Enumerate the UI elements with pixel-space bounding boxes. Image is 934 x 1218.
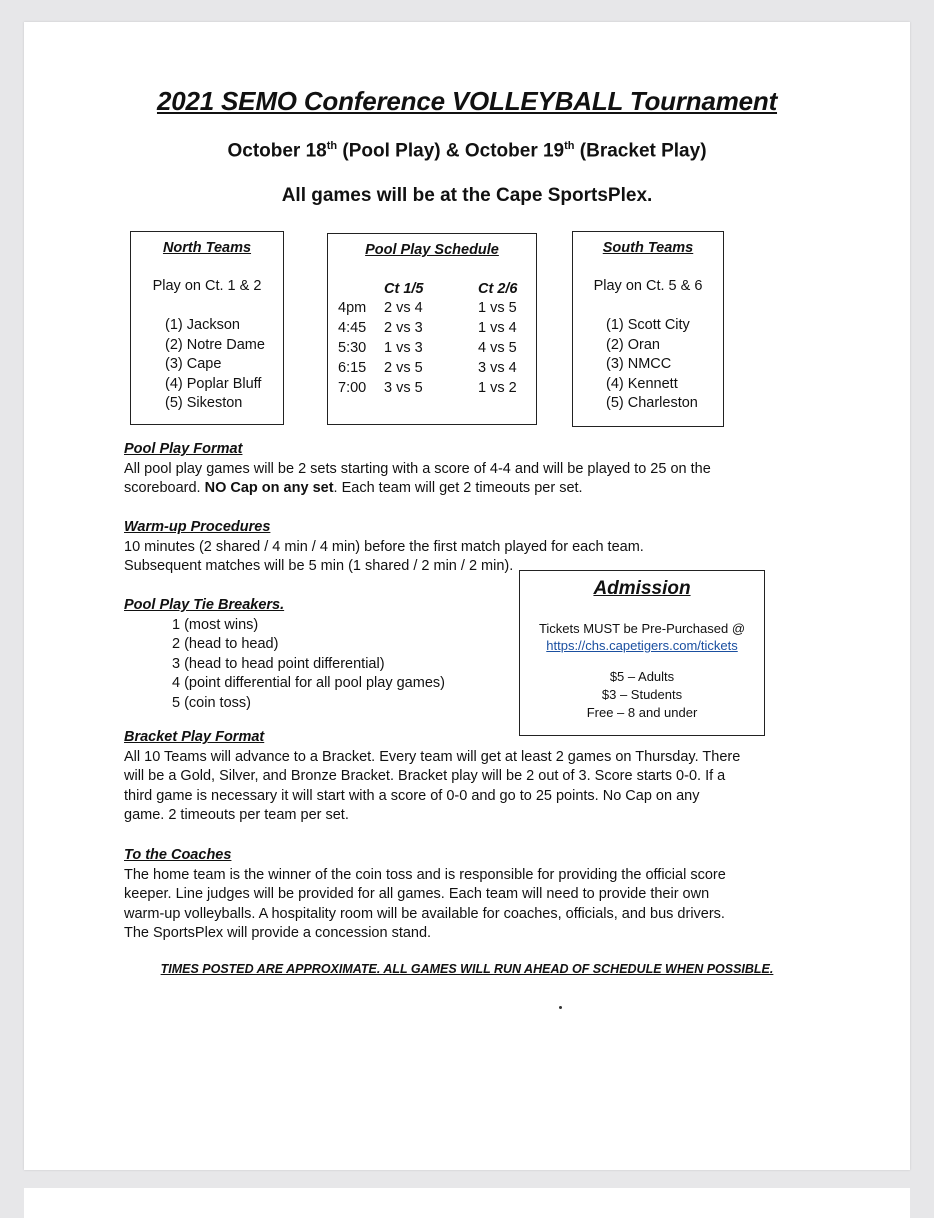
time-cell: 7:00 [338, 380, 367, 396]
list-item: (3) NMCC [606, 356, 672, 372]
paragraph-line: All pool play games will be 2 sets starting with a score of 4-4 and will be played to 25 on the [124, 460, 711, 477]
paragraph-line: 10 minutes (2 shared / 4 min / 4 min) before the first match played for each team. [124, 538, 644, 555]
time-cell: 4pm [338, 300, 367, 316]
price-item: $3 – Students [601, 687, 683, 702]
match-cell: 2 vs 5 [384, 360, 423, 376]
price-list [520, 668, 764, 722]
paragraph-line: game. 2 timeouts per team per set. [124, 807, 349, 823]
dates-subtitle [24, 140, 910, 162]
next-page-edge [24, 1188, 910, 1218]
paragraph-line: The SportsPlex will provide a concession stand. [124, 925, 432, 941]
list-item: (5) Charleston [606, 395, 698, 411]
match-cell: 1 vs 3 [384, 340, 423, 356]
south-play-on: Play on Ct. 5 & 6 [593, 278, 703, 294]
paragraph-line: All 10 Teams will advance to a Bracket. Every team will get at least 2 games on Thursday. There [124, 748, 741, 765]
match-cell: 3 vs 4 [478, 360, 517, 376]
list-item: 2 (head to head) [172, 636, 279, 652]
paragraph-line: warm-up volleyballs. A hospitality room will be available for coaches, officials, and bus drivers. [124, 905, 725, 922]
list-item: (4) Poplar Bluff [165, 375, 262, 392]
south-teams-box [572, 231, 724, 427]
south-teams-heading: South Teams [602, 240, 694, 256]
bracket-play-label: (Bracket Play) [574, 140, 707, 162]
page-title: 2021 SEMO Conference VOLLEYBALL Tournament [156, 86, 778, 116]
table-row [328, 340, 536, 360]
text-span: scoreboard. [124, 480, 205, 496]
table-row [328, 320, 536, 340]
list-item: (4) Kennett [606, 375, 678, 392]
paragraph-line: will be a Gold, Silver, and Bronze Bracket. Bracket play will be 2 out of 3. Score starts 0-0. If a [124, 768, 726, 784]
coaches-section [124, 846, 726, 944]
match-cell: 1 vs 5 [478, 300, 517, 316]
list-item: 4 (point differential for all pool play games) [172, 675, 445, 691]
date-1-suffix: th [326, 140, 338, 152]
pool-schedule-heading: Pool Play Schedule [365, 242, 499, 258]
table-row [328, 360, 536, 380]
time-cell: 4:45 [338, 320, 367, 336]
list-item: (1) Scott City [606, 317, 690, 333]
court-2-6-header: Ct 2/6 [478, 281, 518, 297]
stray-dot [559, 1006, 562, 1009]
text-span: . Each team will get 2 timeouts per set. [333, 480, 583, 496]
paragraph-line: keeper. Line judges will be provided for all games. Each team will need to provide their own [124, 886, 710, 902]
tie-breakers-heading: Pool Play Tie Breakers. [124, 597, 285, 613]
location-line: All games will be at the Cape SportsPlex. [281, 185, 653, 206]
time-cell: 6:15 [338, 360, 367, 376]
list-item: (5) Sikeston [165, 395, 243, 411]
list-item: 5 (coin toss) [172, 694, 251, 711]
paragraph-line: The home team is the winner of the coin toss and is responsible for providing the official score [124, 866, 726, 883]
admission-box [519, 570, 765, 736]
court-1-5-header: Ct 1/5 [384, 281, 424, 297]
bracket-section [124, 728, 740, 826]
bracket-heading: Bracket Play Format [124, 729, 265, 745]
paragraph-line [124, 479, 711, 499]
south-team-list [573, 316, 723, 414]
match-cell: 1 vs 2 [478, 380, 517, 396]
coaches-heading: To the Coaches [124, 847, 232, 863]
north-teams-heading: North Teams [162, 240, 252, 256]
north-team-list [131, 316, 283, 414]
price-item: Free – 8 and under [586, 705, 698, 720]
admission-heading: Admission [593, 578, 691, 599]
pool-format-heading: Pool Play Format [124, 441, 243, 457]
paragraph-line: Subsequent matches will be 5 min (1 shared / 2 min / 2 min). [124, 558, 514, 574]
table-row [328, 380, 536, 400]
tickets-info [520, 620, 764, 654]
price-item: $5 – Adults [609, 669, 675, 684]
match-cell: 1 vs 4 [478, 320, 517, 336]
match-cell: 4 vs 5 [478, 340, 517, 356]
list-item: 3 (head to head point differential) [172, 655, 385, 672]
time-cell: 5:30 [338, 340, 367, 356]
match-cell: 2 vs 3 [384, 320, 423, 336]
table-row [328, 300, 536, 320]
document-page [24, 22, 910, 1170]
north-play-on: Play on Ct. 1 & 2 [152, 278, 262, 294]
pool-format-section [124, 440, 711, 499]
match-cell: 3 vs 5 [384, 380, 423, 396]
bold-text: NO Cap on any set [204, 480, 334, 496]
list-item: (3) Cape [165, 356, 222, 372]
times-disclaimer: TIMES POSTED ARE APPROXIMATE. ALL GAMES WILL RUN AHEAD OF SCHEDULE WHEN POSSIBLE. [160, 962, 774, 976]
list-item: (1) Jackson [165, 317, 240, 333]
date-2: (Pool Play) & October 19 [337, 140, 565, 162]
match-cell: 2 vs 4 [384, 300, 423, 316]
pool-schedule-box [327, 233, 537, 425]
tickets-link[interactable]: https://chs.capetigers.com/tickets [546, 638, 738, 653]
date-1: October 18 [227, 140, 327, 162]
list-item: 1 (most wins) [172, 616, 259, 633]
tie-breakers-section [124, 596, 445, 713]
list-item: (2) Oran [606, 336, 660, 353]
tie-breaker-list [124, 616, 445, 714]
warmup-heading: Warm-up Procedures [124, 519, 271, 535]
warmup-section [124, 518, 644, 577]
list-item: (2) Notre Dame [165, 336, 265, 353]
date-2-suffix: th [564, 140, 575, 152]
north-teams-box [130, 231, 284, 425]
tickets-text: Tickets MUST be Pre-Purchased @ [538, 621, 746, 636]
paragraph-line: third game is necessary it will start with a score of 0-0 and go to 25 points. No Cap on any [124, 787, 700, 804]
